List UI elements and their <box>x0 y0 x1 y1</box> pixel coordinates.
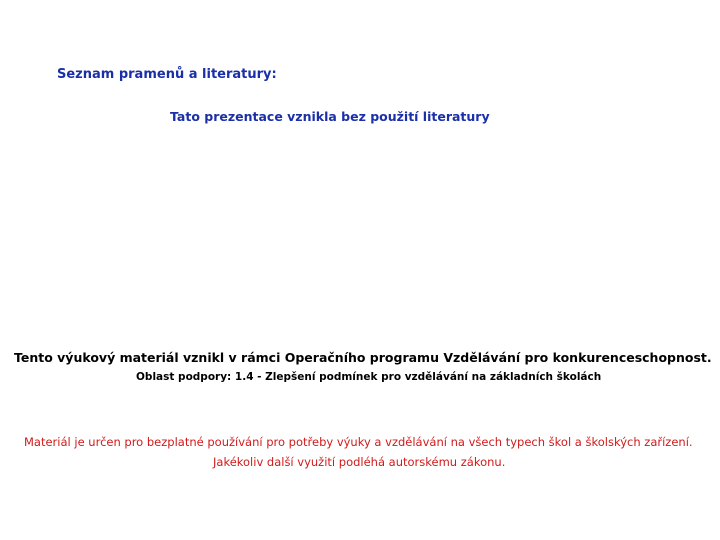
sources-heading: Seznam pramenů a literatury: <box>57 67 277 82</box>
support-area-line: Oblast podpory: 1.4 - Zlepšení podmínek pro vzdělávání na základních školách <box>136 371 602 383</box>
license-notice-line-1: Materiál je určen pro bezplatné používání pro potřeby výuky a vzdělávání na všech typech škol a školských zařízení. <box>24 435 693 449</box>
funding-statement: Tento výukový materiál vznikl v rámci Operačního programu Vzdělávání pro konkurenceschopnost. <box>14 350 712 365</box>
no-literature-note: Tato prezentace vznikla bez použití literatury <box>170 109 490 124</box>
license-notice-line-2: Jakékoliv další využití podléhá autorskému zákonu. <box>213 455 506 469</box>
